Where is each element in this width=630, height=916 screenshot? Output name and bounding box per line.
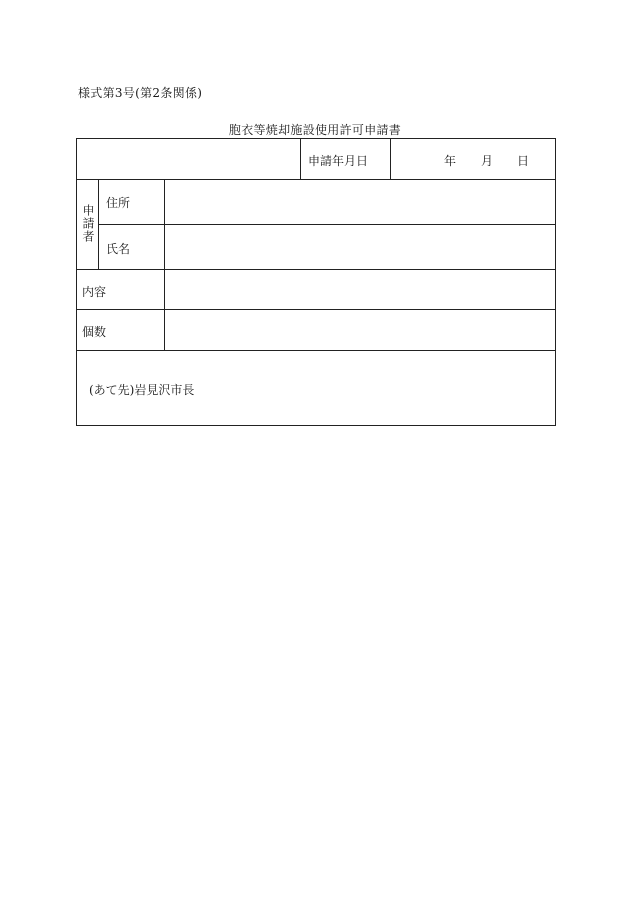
table-border-top [76,138,556,139]
row-divider-date [76,179,556,180]
application-table [76,138,556,426]
address-label: 住所 [106,196,131,210]
col-divider-date-label [300,138,301,179]
col-divider-labels [164,179,165,350]
row-divider-applicant [76,269,556,270]
date-month-label: 月 [481,154,494,168]
table-border-right [555,138,556,426]
row-divider-address [98,224,556,225]
form-title: 胞衣等焼却施設使用許可申請書 [228,123,402,137]
application-date-label: 申請年月日 [308,154,369,168]
table-border-bottom [76,425,556,426]
date-year-label: 年 [444,154,457,168]
addressee-text: (あて先)岩見沢市長 [89,383,195,397]
quantity-label: 個数 [82,325,107,339]
col-divider-date-value [390,138,391,179]
content-label: 内容 [82,285,107,299]
col-divider-applicant [98,179,99,269]
form-number: 様式第3号(第2条関係) [78,86,203,100]
row-divider-content [76,309,556,310]
name-label: 氏名 [106,242,131,256]
applicant-label: 申請者 [81,204,95,243]
row-divider-quantity [76,350,556,351]
date-day-label: 日 [517,154,530,168]
table-border-left [76,138,77,426]
